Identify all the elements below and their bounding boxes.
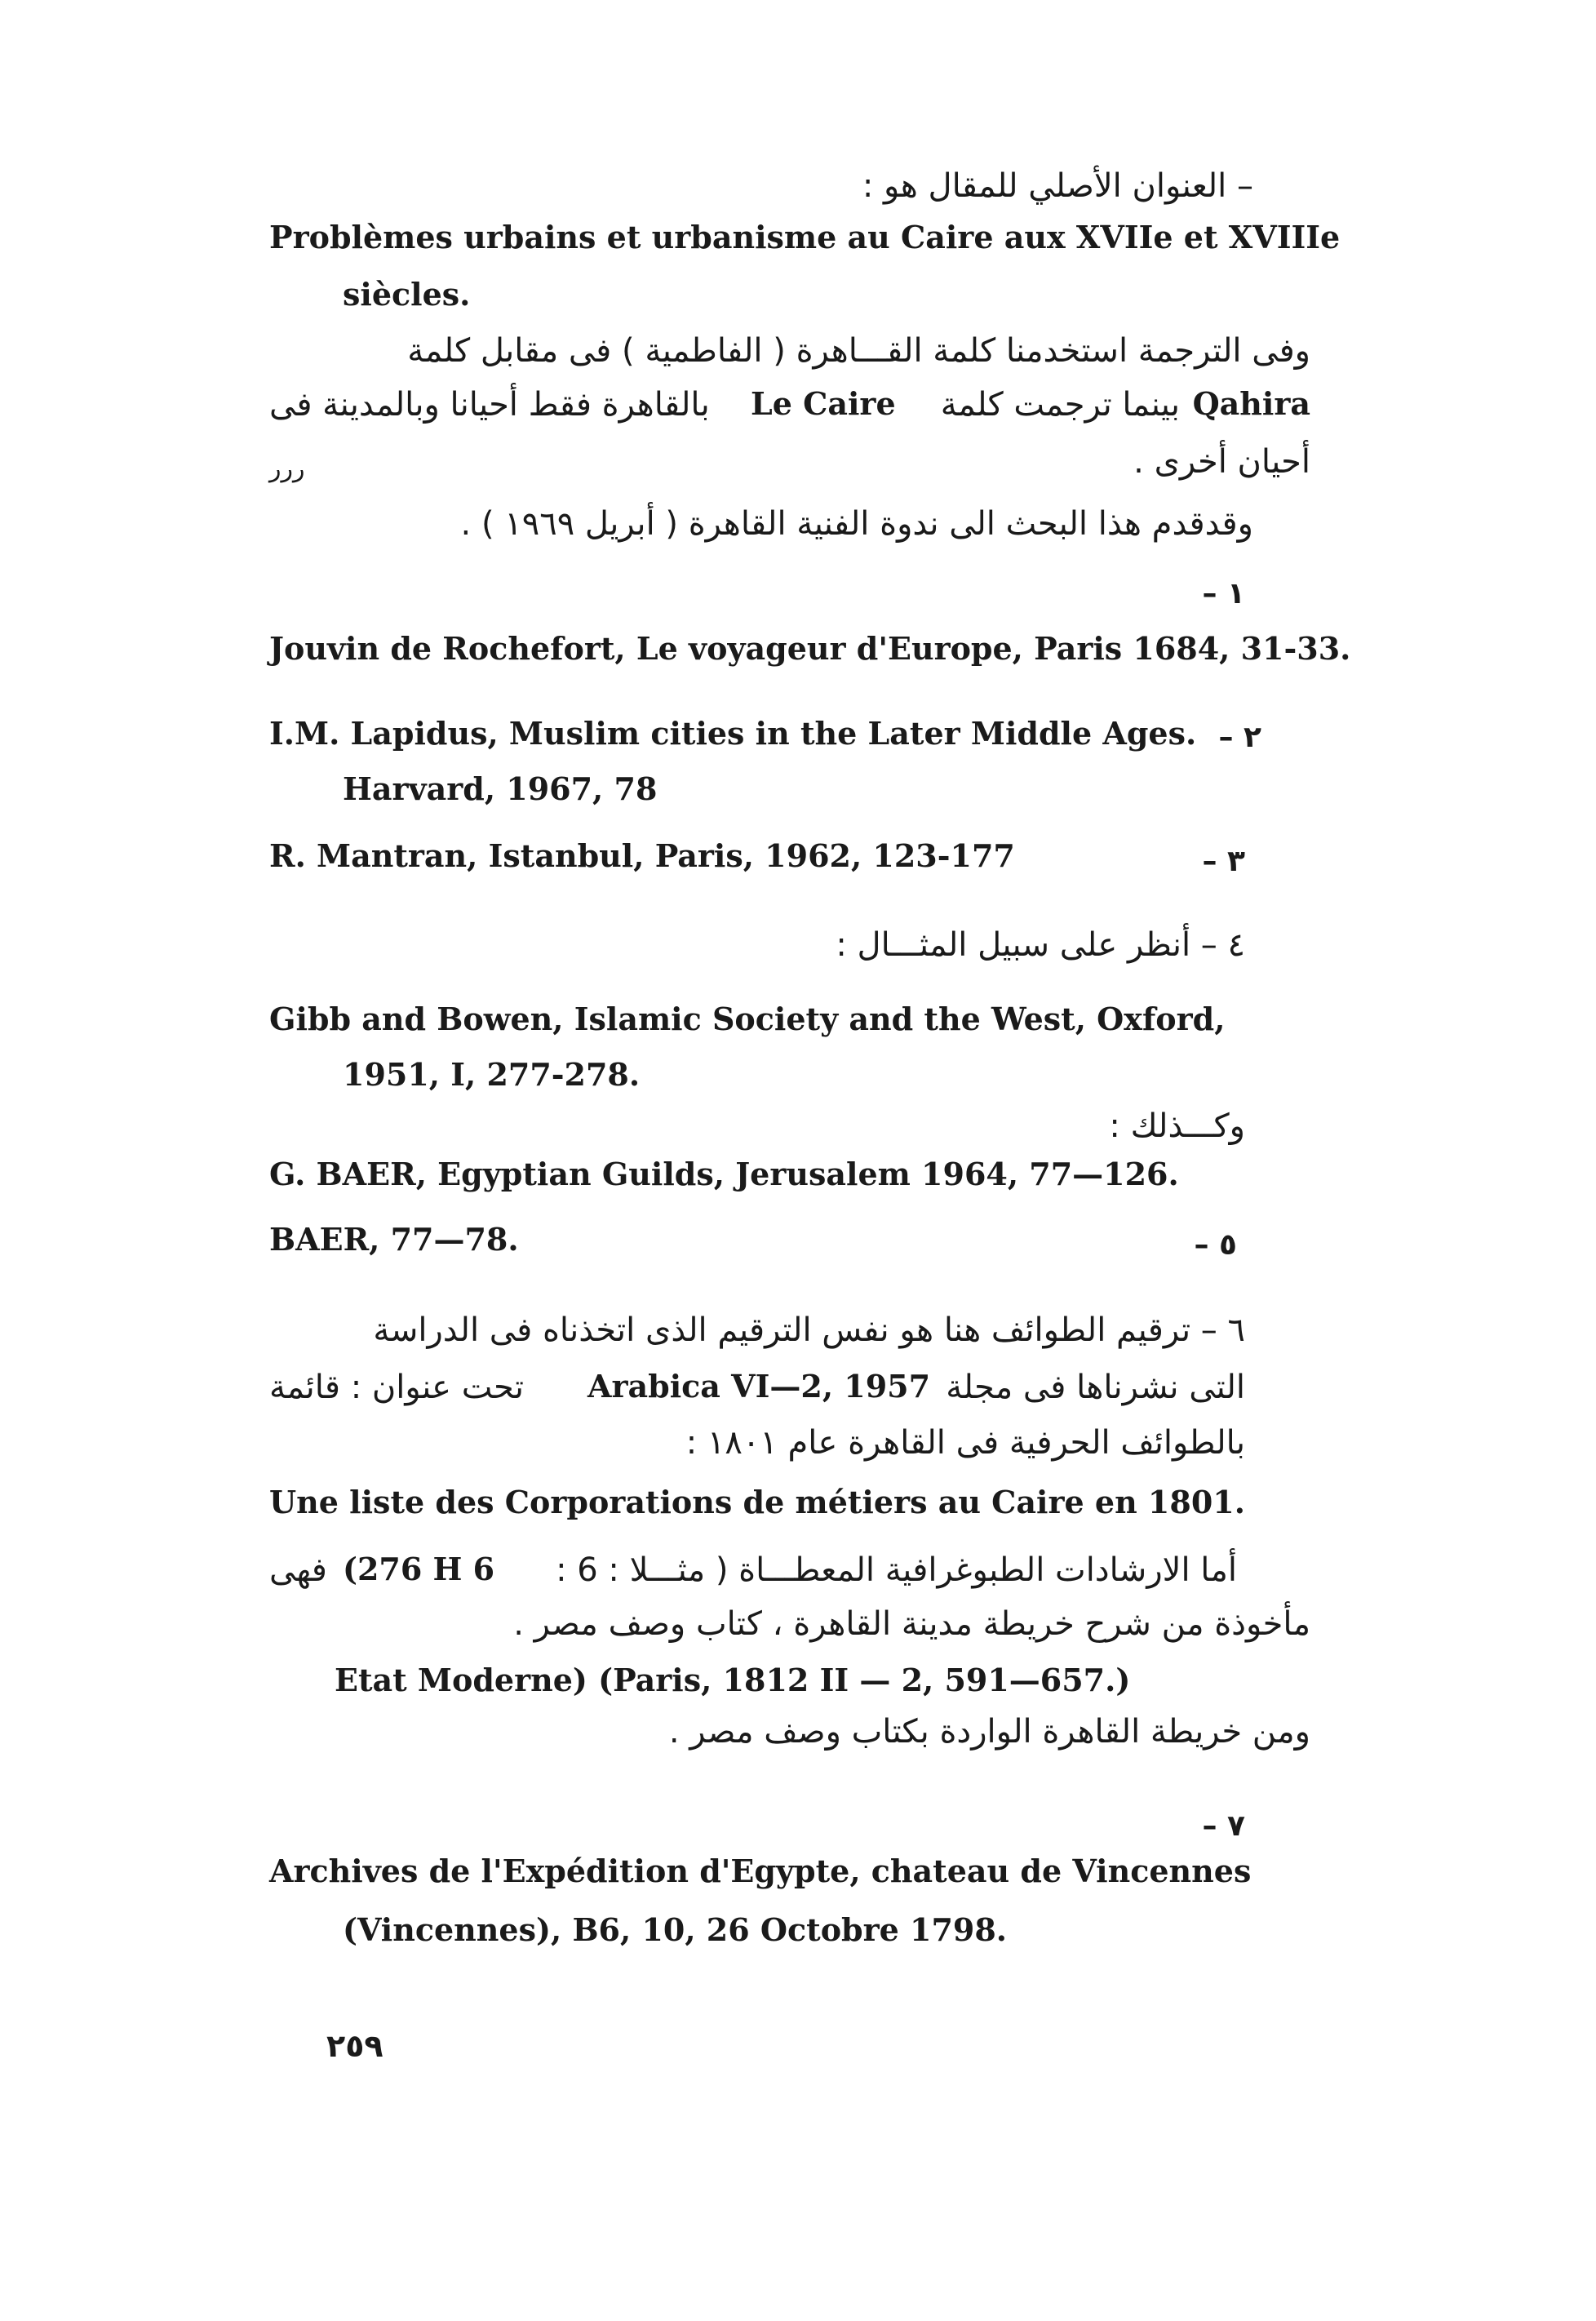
note-4-label: ٤ – أنظر على سبيل المثـــال :: [836, 926, 1245, 964]
note-6-line8: ومن خريطة القاهرة الواردة بكتاب وصف مصر .: [668, 1713, 1310, 1751]
translation-note-line1: وفى الترجمة استخدمنا كلمة القـــاهرة ( الفاطمية ) فى مقابل كلمة: [407, 332, 1310, 370]
note-6-line1: ٦ – ترقيم الطوائف هنا هو نفس الترقيم الذى اتخذناه فى الدراسة: [373, 1311, 1245, 1349]
le-caire-term: Le Caire: [751, 385, 896, 422]
note-3-text: R. Mantran, Istanbul, Paris, 1962, 123-177: [269, 837, 1015, 874]
note-7-label: ٧ –: [1202, 1809, 1245, 1843]
note-6-title: Une liste des Corporations de métiers au Caire en 1801.: [269, 1484, 1245, 1520]
translation-note-line2: [269, 385, 1310, 424]
note-5-text: BAER, 77—78.: [269, 1221, 519, 1258]
note-1-text: Jouvin de Rochefort, Le voyageur d'Europe, Paris 1684, 31-33.: [269, 630, 1351, 667]
note-4-text-line2: 1951, I, 277-278.: [343, 1056, 641, 1093]
qahira-term: Qahira: [1192, 385, 1310, 422]
note-6-line2-ar-a: التى نشرناها فى مجلة: [946, 1369, 1245, 1406]
note-6-line5: [269, 1551, 1310, 1590]
note-6-line5-ref: (276 H 6: [343, 1551, 495, 1587]
note-6-line5-ar-b: فهى: [269, 1551, 327, 1589]
note-6-line6: مأخوذة من شرح خريطة مدينة القاهرة ، كتاب وصف مصر .: [513, 1605, 1310, 1643]
note-4-text-line3: G. BAER, Egyptian Guilds, Jerusalem 1964, 77—126.: [269, 1156, 1179, 1192]
page-number: ٢٥٩: [326, 2028, 383, 2064]
note-7-text-line2: (Vincennes), B6, 10, 26 Octobre 1798.: [343, 1911, 1008, 1948]
note-4-text-line1: Gibb and Bowen, Islamic Society and the West, Oxford,: [269, 1001, 1226, 1037]
note-3-label: ٣ –: [1202, 845, 1245, 878]
translation-note-line3: أحيان أخرى .: [1133, 443, 1310, 481]
note-4-also: وكـــذلك :: [1109, 1107, 1245, 1145]
note-6-line5-ar-a: أما الارشادات الطبوغرافية المعطـــاة ( مثـــلا : 6 :: [556, 1551, 1237, 1589]
marginal-mark: ررر: [269, 455, 305, 483]
presented-note: وقدقدم هذا البحث الى ندوة الفنية القاهرة ( أبريل ١٩٦٩ ) .: [460, 505, 1253, 543]
original-title-label: – العنوان الأصلي للمقال هو :: [862, 167, 1253, 205]
arabica-ref: Arabica VI—2, 1957: [587, 1368, 931, 1405]
note-2-text-line1: I.M. Lapidus, Muslim cities in the Later Middle Ages.: [269, 715, 1197, 752]
translation-note-line2-ar-b: بالقاهرة فقط أحيانا وبالمدينة فى: [269, 386, 710, 424]
note-2-text-line2: Harvard, 1967, 78: [343, 770, 658, 807]
note-6-line2: [269, 1368, 1245, 1407]
note-6-line3: بالطوائف الحرفية فى القاهرة عام ١٨٠١ :: [685, 1424, 1245, 1462]
note-7-text-line1: Archives de l'Expédition d'Egypte, chateau de Vincennes: [269, 1853, 1252, 1889]
note-6-line7: Etat Moderne) (Paris, 1812 II — 2, 591—657.): [335, 1662, 1131, 1698]
original-title-line1: Problèmes urbains et urbanisme au Caire aux XVIIe et XVIIIe: [269, 219, 1341, 255]
translation-note-line2-ar-a: بينما ترجمت كلمة: [940, 386, 1180, 424]
note-6-line2-ar-b: تحت عنوان : قائمة: [269, 1369, 524, 1406]
note-5-label: ٥ –: [1194, 1228, 1237, 1262]
note-2-label: ٢ –: [1218, 721, 1261, 754]
note-1-label: ١ –: [1202, 577, 1245, 610]
original-title-line2: siècles.: [343, 276, 471, 313]
